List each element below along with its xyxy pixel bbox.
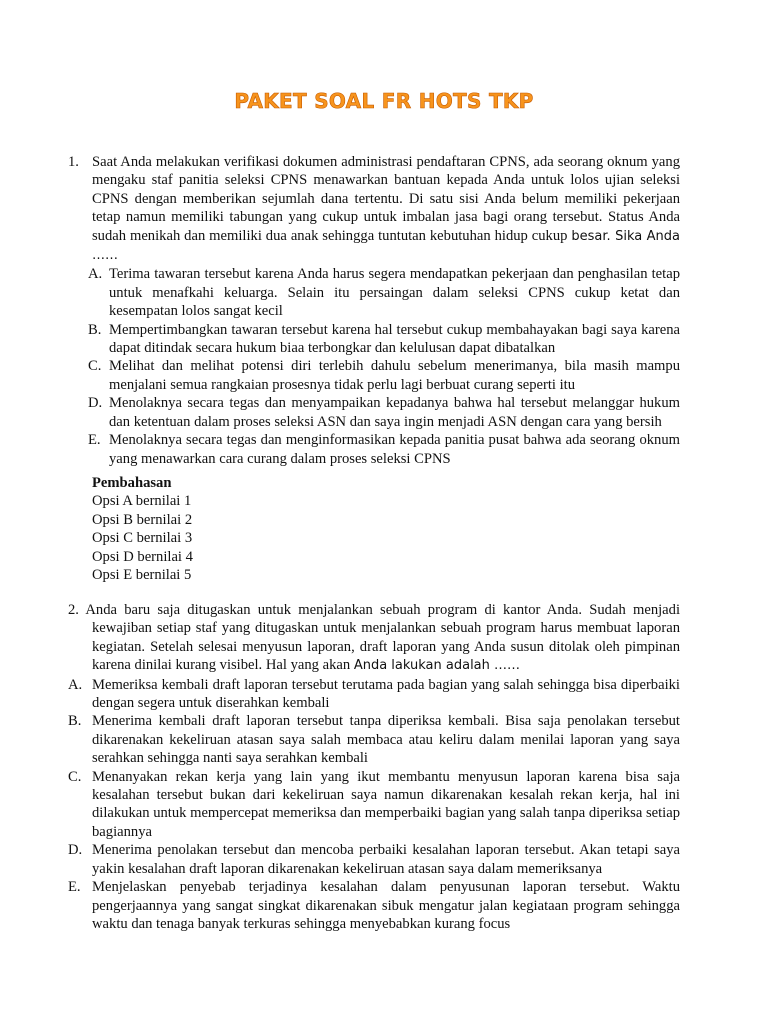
option-text: Menerima kembali draft laporan tersebut tanpa diperiksa kembali. Bisa saja penolakan tersebut dikarenakan kekeliruan atasan saya salah membaca atau keliru dalam menilai laporan yang saya serahkan sehingga nanti saya serahkan kembali: [92, 713, 680, 767]
question-2: [68, 601, 680, 933]
option-text: Menerima penolakan tersebut dan mencoba perbaiki kesalahan laporan tersebut. Akan tetapi saya yakin kesalahan draft laporan dikarenakan kekeliruan atasan saya dalam memeriksanya: [92, 842, 680, 877]
question-1-stem-text: Saat Anda melakukan verifikasi dokumen administrasi pendaftaran CPNS, ada seorang oknum yang mengaku staf panitia seleksi CPNS menawarkan bantuan kepada Anda untuk lolos ujian seleksi CPNS dengan memberikan sejumlah dana tertentu. Di satu sisi Anda belum memiliki pekerjaan tetap namun memiliki tabungan yang cukup untuk imbalan jasa bagi orang tersebut. Status Anda sudah menikah dan memiliki dua anak sehingga tuntutan kebutuhan hidup cukup: [92, 154, 680, 244]
pembahasan-item: Opsi B bernilai 2: [92, 511, 193, 528]
pembahasan-item: Opsi C bernilai 3: [92, 530, 193, 547]
question-1-option-c: [88, 357, 680, 394]
question-1: [68, 153, 680, 468]
option-text: Mempertimbangkan tawaran tersebut karena hal tersebut cukup membahayakan bagi saya karena dapat ditindak secara hukum biaa terbongkar dan kelulusan dapat dibatalkan: [109, 321, 680, 357]
option-text: Menanyakan rekan kerja yang lain yang ikut membantu menyusun laporan karena bisa saja kesalahan tersebut bukan dari kekeliruan saya namun dikarenakan kesalah rekan kerja, hal ini dilakukan untuk mempercepat memeriksa dan memperbaiki bagian yang salah tanpa diperiksa setiap bagiannya: [92, 768, 681, 840]
question-2-option-d: [68, 841, 680, 878]
question-1-option-a: [88, 265, 680, 320]
question-2-option-e: [68, 878, 680, 933]
question-2-stem-tail: Anda lakukan adalah ……: [353, 658, 521, 674]
question-2-stem: [68, 601, 680, 676]
option-text: Terima tawaran tersebut karena Anda harus segera mendapatkan pekerjaan dan penghasilan tetap untuk menafkahi keluarga. Selain itu persaingan dalam seleksi CPNS cukup ketat dan kesempatan lolos sangat kecil: [109, 266, 680, 320]
option-letter: A.: [88, 266, 103, 283]
question-2-option-a: [68, 676, 680, 713]
question-2-option-c: [68, 768, 680, 842]
option-letter: B.: [68, 713, 82, 730]
pembahasan-item: Opsi E bernilai 5: [92, 567, 192, 584]
pembahasan-item: Opsi A bernilai 1: [92, 493, 192, 510]
question-1-stem: [92, 153, 680, 265]
question-2-option-b: [68, 712, 680, 767]
question-1-option-b: [88, 321, 680, 358]
page-title: PAKET SOAL FR HOTS TKP: [234, 89, 534, 113]
option-text: Memeriksa kembali draft laporan tersebut terutama pada bagian yang salah sehingga bisa diperbaiki dengan segera untuk diserahkan kembali: [92, 676, 680, 712]
option-letter: B.: [88, 321, 102, 338]
pembahasan-heading: Pembahasan: [92, 475, 172, 491]
question-1-option-d: [88, 394, 680, 431]
option-letter: C.: [68, 768, 82, 785]
option-letter: A.: [68, 676, 83, 693]
question-1-number: 1.: [68, 154, 79, 170]
option-text: Menjelaskan penyebab terjadinya kesalahan dalam penyusunan laporan tersebut. Waktu pengerjaannya yang sangat singkat dikarenakan sibuk mengatur jalan kegiataan program sehingga waktu dan tenaga banyak terkuras sehingga menyebabkan kurang focus: [92, 879, 680, 932]
option-letter: E.: [88, 432, 101, 449]
option-letter: C.: [88, 358, 102, 375]
option-text: Melihat dan melihat potensi diri terlebih dahulu sebelum menerimanya, bila masih mampu menjalani semua rangkaian prosesnya tidak perlu lagi berbuat curang seperti itu: [109, 358, 680, 393]
option-letter: D.: [68, 842, 83, 859]
option-text: Menolaknya secara tegas dan menginformasikan kepada panitia pusat bahwa ada seorang oknum yang menawarkan cara curang dalam proses seleksi CPNS: [109, 432, 680, 467]
question-1-option-e: [88, 431, 680, 468]
question-1-stem-tail: besar. Sika Anda ……: [92, 228, 680, 264]
option-letter: E.: [68, 879, 81, 896]
question-2-stem-text: 2. Anda baru saja ditugaskan untuk menjalankan sebuah program di kantor Anda. Sudah menjadi kewajiban setiap staf yang ditugaskan untuk menjalankan sebuah program harus membuat laporan kegiatan. Setelah selesai menyusun laporan, draft laporan yang Anda susun ditolak oleh pimpinan karena dinilai kurang visibel. Hal yang akan: [68, 602, 680, 674]
pembahasan-item: Opsi D bernilai 4: [92, 548, 193, 565]
option-text: Menolaknya secara tegas dan menyampaikan kepadanya bahwa hal tersebut melanggar hukum dan ketentuan dalam proses seleksi ASN dan saya ingin menjadi ASN dengan cara yang bersih: [109, 395, 680, 430]
option-letter: D.: [88, 395, 103, 412]
pembahasan-section: [92, 474, 193, 584]
